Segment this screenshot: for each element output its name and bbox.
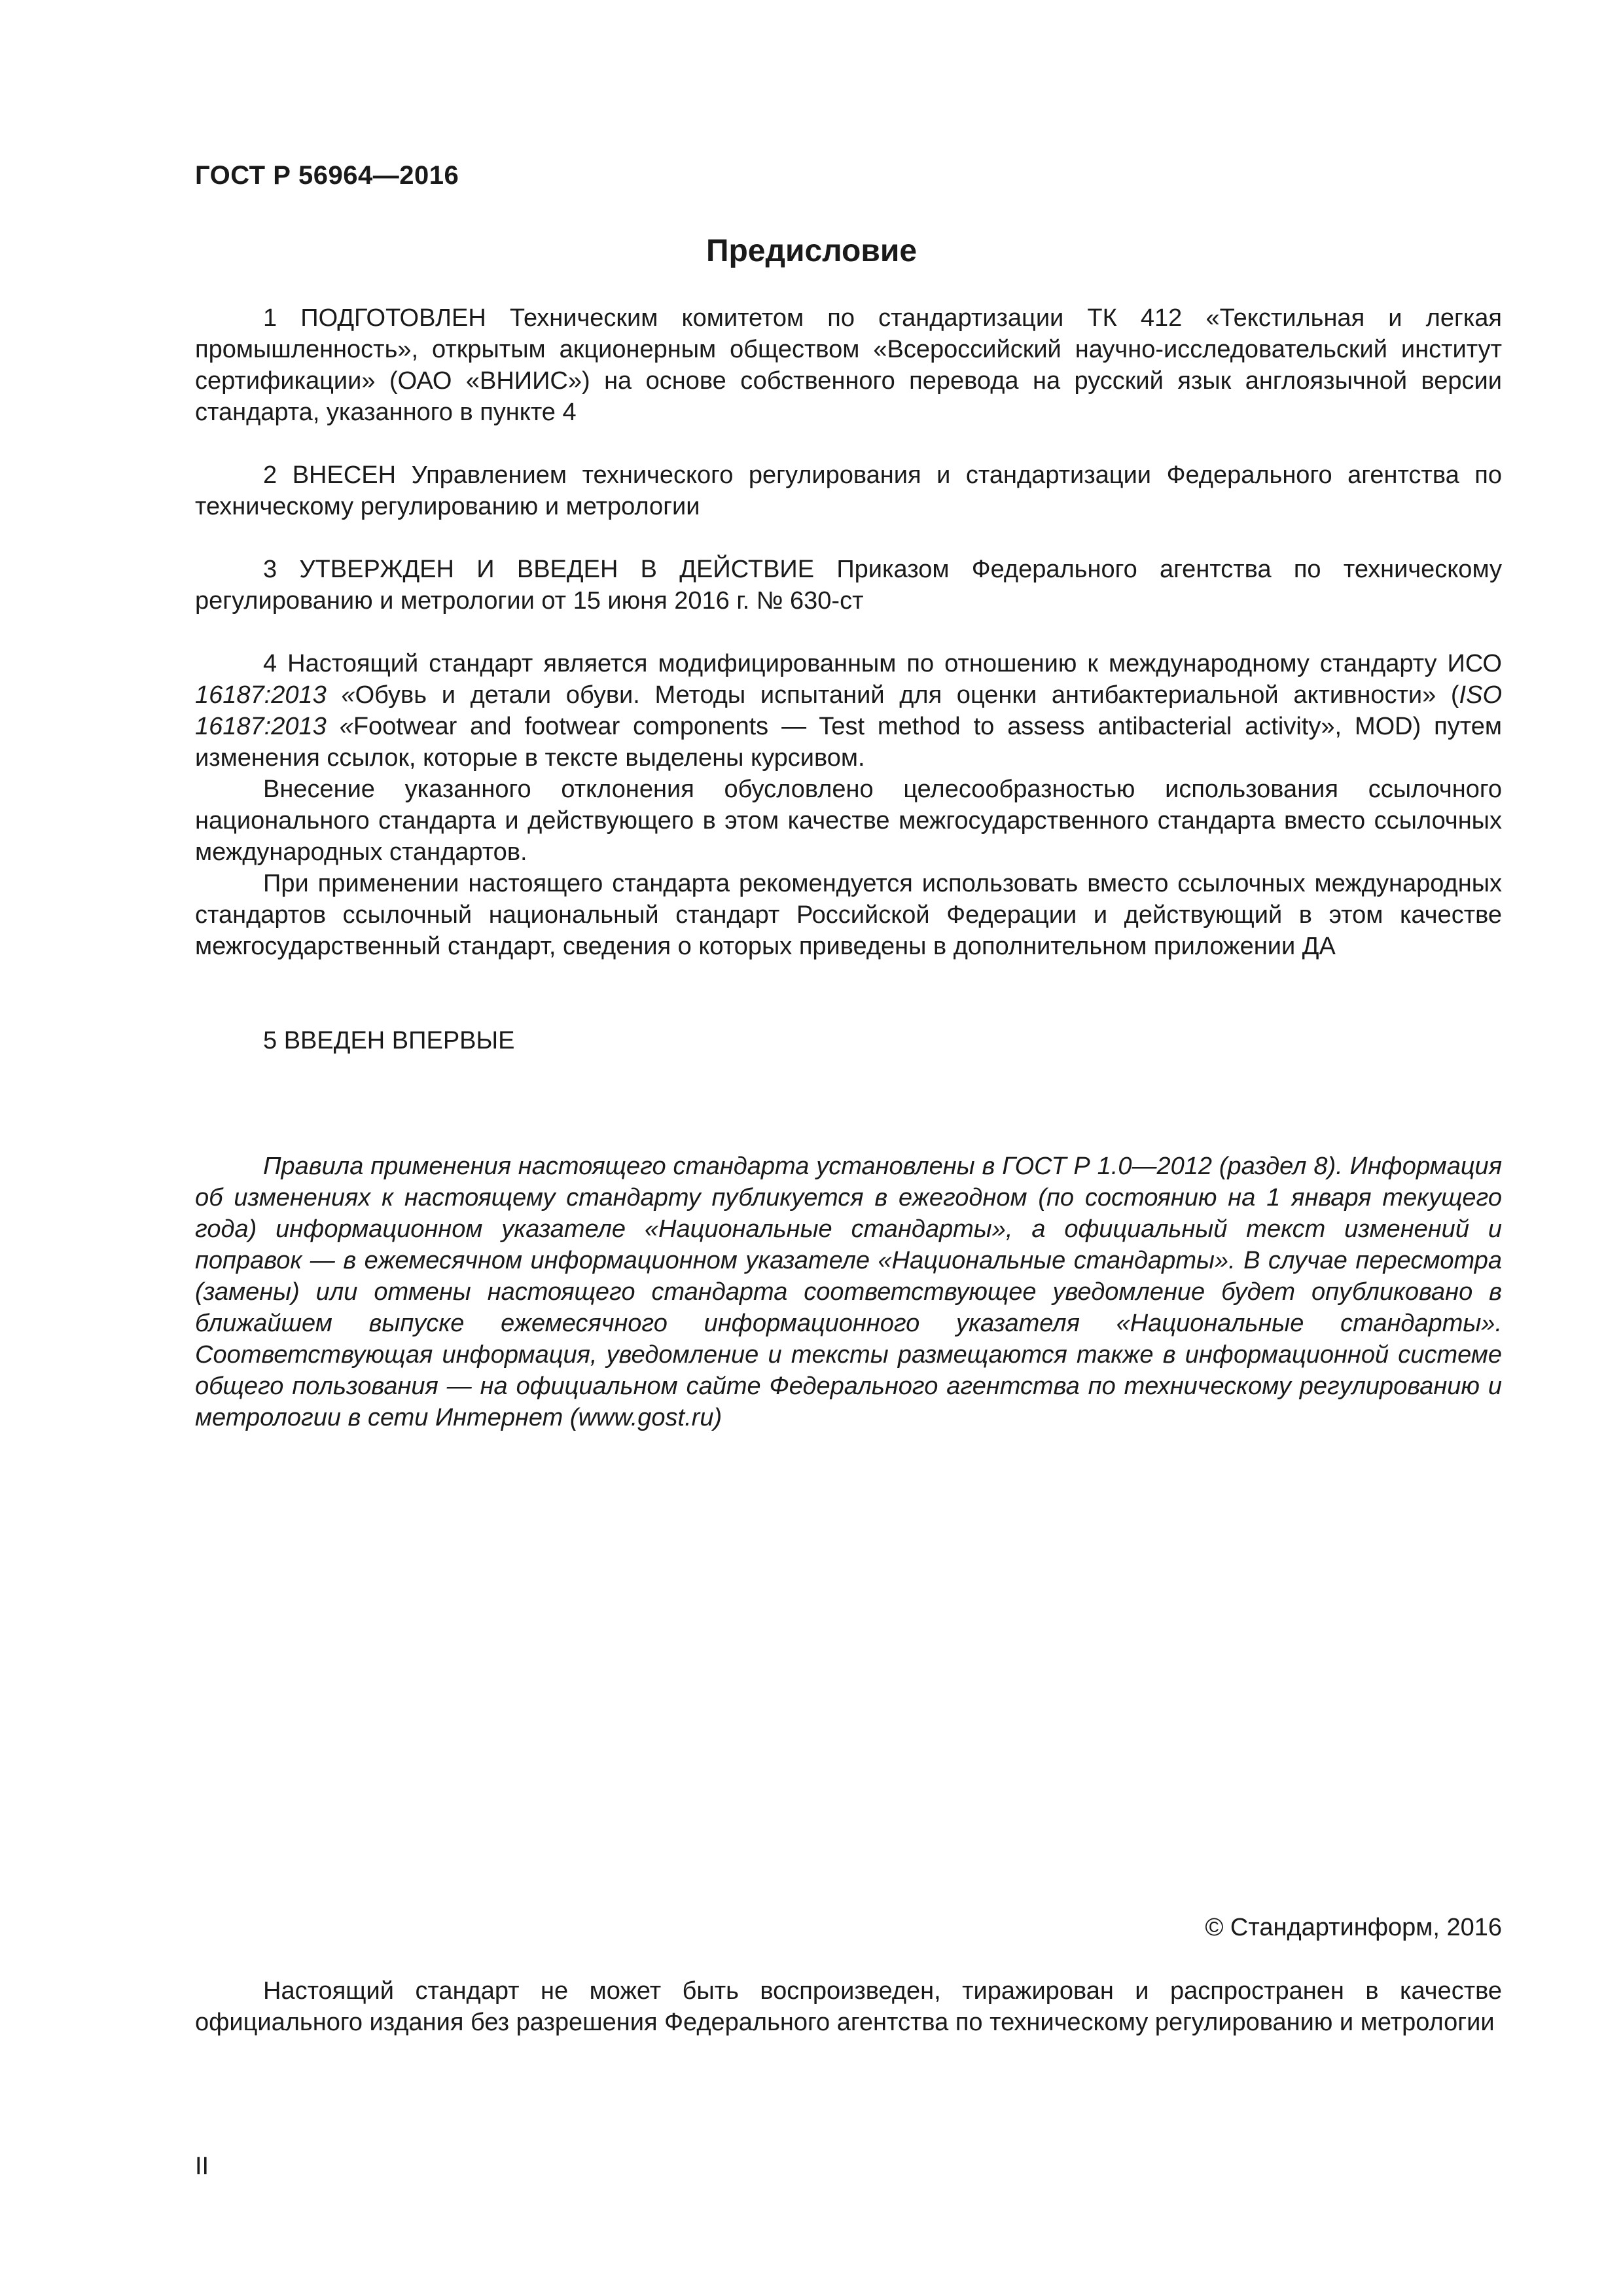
- item-5-text: 5 ВВЕДЕН ВПЕРВЫЕ: [263, 1027, 515, 1054]
- item-2: [195, 459, 1502, 522]
- rules-note: [195, 1151, 1502, 1433]
- page-title: Предисловие: [705, 234, 918, 268]
- copyright: © Стандартинформ, 2016: [1205, 1914, 1502, 1941]
- item-4-text: [195, 648, 1502, 774]
- item-1-text: 1 ПОДГОТОВЛЕН Техническим комитетом по стандартизации ТК 412 «Текстильная и легкая промышленность», открытым акционерным обществом «Всероссийский научно-исследовательский институт сертификации» (ОАО «ВНИИС») на основе собственного перевода на русский язык англоязычной версии стандарта, указанного в пункте 4: [195, 304, 1502, 426]
- item-2-text: 2 ВНЕСЕН Управлением технического регулирования и стандартизации Федерального агентства по техническому регулированию и метрологии: [195, 461, 1502, 520]
- reproduction-note: [195, 1975, 1502, 2038]
- item-4-deviation-text: Внесение указанного отклонения обусловлено целесообразностью использования ссылочного национального стандарта и действующего в этом качестве межгосударственного стандарта вместо ссылочных международных стандартов.: [195, 776, 1502, 866]
- item-4-part-1: 4 Настоящий стандарт является модифицированным по отношению к международному стандарту ИСО: [263, 650, 1502, 677]
- item-4: [195, 648, 1502, 962]
- item-4-italic-1: 16187:2013 «: [195, 681, 355, 709]
- item-3-text: 3 УТВЕРЖДЕН И ВВЕДЕН В ДЕЙСТВИЕ Приказом Федерального агентства по техническому регулированию и метрологии от 15 июня 2016 г. № 630-ст: [195, 556, 1502, 615]
- rules-note-text: Правила применения настоящего стандарта установлены в ГОСТ Р 1.0—2012 (раздел 8). Информация об изменениях к настоящему стандарту публикуется в ежегодном (по состоянию на 1 января текущего года) информационном указателе «Национальные стандарты», а официальный текст изменений и поправок — в ежемесячном информационном указателе «Национальные стандарты». В случае пересмотра (замены) или отмены настоящего стандарта соответствующее уведомление будет опубликовано в ближайшем выпуске ежемесячного информационного указателя «Национальные стандарты». Соответствующая информация, уведомление и тексты размещаются также в информационной системе общего пользования — на официальном сайте Федерального агентства по техническому регулированию и метрологии в сети Интернет (www.gost.ru): [195, 1153, 1502, 1431]
- item-1: [195, 302, 1502, 428]
- document-code: ГОСТ Р 56964—2016: [195, 161, 459, 190]
- item-4-part-2: Обувь и детали обуви. Методы испытаний для оценки антибактериальной активности» (: [355, 681, 1459, 709]
- item-4-part-3: Footwear and footwear components — Test method to assess antibacterial activity», MOD) путем изменения ссылок, которые в тексте выделены курсивом.: [195, 713, 1502, 772]
- reproduction-note-text: Настоящий стандарт не может быть воспроизведен, тиражирован и распространен в качестве официального издания без разрешения Федерального агентства по техническому регулированию и метрологии: [195, 1977, 1502, 2036]
- item-4-italic-2: ISO 16187:2013 «: [195, 681, 1503, 740]
- page-number: II: [195, 2153, 209, 2180]
- item-5: [195, 1025, 1502, 1056]
- item-3: [195, 554, 1502, 617]
- item-4-application-text: При применении настоящего стандарта рекомендуется использовать вместо ссылочных международных стандартов ссылочный национальный стандарт Российской Федерации и действующий в этом качестве межгосударственный стандарт, сведения о которых приведены в дополнительном приложении ДА: [195, 870, 1502, 960]
